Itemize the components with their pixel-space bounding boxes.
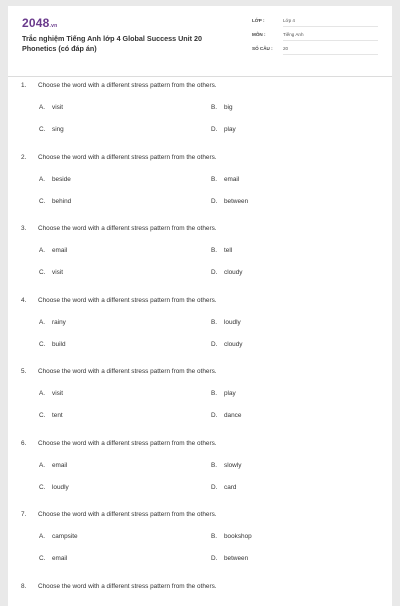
option-letter: B. <box>211 247 218 254</box>
answer-option[interactable] <box>211 269 242 276</box>
option-letter: C. <box>39 412 46 419</box>
meta-grade <box>252 16 378 28</box>
option-text: beside <box>52 175 71 183</box>
meta-subject-label: MÔN : <box>252 32 266 37</box>
option-text: visit <box>52 104 64 111</box>
option-letter: A. <box>39 318 46 326</box>
answer-option[interactable] <box>39 462 67 469</box>
option-letter: C. <box>39 483 46 491</box>
answer-option[interactable] <box>39 484 69 491</box>
option-text: slowly <box>224 461 242 469</box>
document-page <box>8 6 392 606</box>
question-stem <box>21 511 217 518</box>
option-text: card <box>224 483 237 491</box>
answer-option[interactable] <box>39 341 66 348</box>
option-letter: A. <box>39 247 46 254</box>
meta-count-value: 20 <box>283 46 378 55</box>
answer-option[interactable] <box>211 484 236 491</box>
option-letter: D. <box>211 555 218 562</box>
answer-option[interactable] <box>39 176 71 183</box>
answer-option[interactable] <box>39 247 67 254</box>
option-text: visit <box>52 390 64 397</box>
question-text: Choose the word with a different stress pattern from the others. <box>38 153 217 161</box>
answer-option[interactable] <box>211 319 241 326</box>
question-text: Choose the word with a different stress pattern from the others. <box>38 225 217 232</box>
question-number: 7. <box>21 511 27 518</box>
header-divider <box>8 76 392 77</box>
option-letter: C. <box>39 269 46 276</box>
option-letter: B. <box>211 175 218 183</box>
meta-count-label: SỐ CÂU : <box>252 46 273 51</box>
option-text: behind <box>52 197 72 205</box>
meta-subject <box>252 30 378 42</box>
answer-option[interactable] <box>39 390 63 397</box>
answer-option[interactable] <box>39 269 63 276</box>
option-letter: D. <box>211 197 218 205</box>
answer-option[interactable] <box>211 462 241 469</box>
question-text: Choose the word with a different stress pattern from the others. <box>38 439 217 447</box>
option-letter: D. <box>211 483 218 491</box>
option-text: campsite <box>52 533 78 540</box>
question-stem <box>21 440 217 447</box>
question-stem <box>21 583 217 590</box>
answer-option[interactable] <box>211 533 252 540</box>
meta-grade-label: LỚP : <box>252 18 265 23</box>
option-text: play <box>224 126 236 133</box>
option-text: between <box>224 555 249 562</box>
option-text: cloudy <box>224 269 243 276</box>
option-letter: A. <box>39 175 46 183</box>
answer-option[interactable] <box>211 104 233 111</box>
option-text: play <box>224 390 236 397</box>
logo-text: 2048 <box>22 16 50 30</box>
option-text: tell <box>224 247 233 254</box>
option-letter: C. <box>39 555 46 562</box>
question-number: 1. <box>21 82 27 89</box>
question-stem <box>21 297 217 304</box>
option-text: email <box>52 555 68 562</box>
document-header <box>8 6 392 74</box>
answer-option[interactable] <box>39 412 63 419</box>
option-letter: B. <box>211 318 218 326</box>
logo-suffix: .vn <box>49 23 58 29</box>
option-text: cloudy <box>224 340 243 348</box>
answer-option[interactable] <box>39 533 78 540</box>
option-letter: B. <box>211 104 218 111</box>
option-letter: D. <box>211 412 218 419</box>
option-text: sing <box>52 126 64 133</box>
option-text: email <box>52 461 68 469</box>
meta-count <box>252 44 378 56</box>
answer-option[interactable] <box>211 555 248 562</box>
answer-option[interactable] <box>211 247 232 254</box>
option-letter: D. <box>211 269 218 276</box>
option-text: visit <box>52 269 64 276</box>
option-text: dance <box>224 412 242 419</box>
question-number: 2. <box>21 153 27 161</box>
meta-grade-value: Lớp 4 <box>283 18 378 27</box>
option-letter: A. <box>39 461 46 469</box>
option-text: bookshop <box>224 533 252 540</box>
question-number: 5. <box>21 368 27 375</box>
option-text: rainy <box>52 318 66 326</box>
option-letter: A. <box>39 390 46 397</box>
option-letter: B. <box>211 533 218 540</box>
option-letter: A. <box>39 104 46 111</box>
answer-option[interactable] <box>211 198 248 205</box>
question-number: 3. <box>21 225 27 232</box>
option-text: loudly <box>52 483 69 491</box>
question-number: 4. <box>21 296 27 304</box>
answer-option[interactable] <box>211 126 236 133</box>
option-text: between <box>224 197 249 205</box>
answer-option[interactable] <box>39 198 71 205</box>
option-text: email <box>52 247 68 254</box>
option-letter: C. <box>39 197 46 205</box>
question-stem <box>21 368 217 375</box>
answer-option[interactable] <box>39 319 66 326</box>
question-text: Choose the word with a different stress pattern from the others. <box>38 82 217 89</box>
option-letter: A. <box>39 533 46 540</box>
option-letter: D. <box>211 340 218 348</box>
option-letter: D. <box>211 126 218 133</box>
answer-option[interactable] <box>211 341 242 348</box>
site-logo[interactable] <box>22 16 57 30</box>
question-stem <box>21 225 217 232</box>
answer-option[interactable] <box>39 104 63 111</box>
question-number: 8. <box>21 582 27 590</box>
option-letter: C. <box>39 340 46 348</box>
answer-option[interactable] <box>211 390 236 397</box>
question-number: 6. <box>21 439 27 447</box>
meta-subject-value: Tiếng Anh <box>283 32 378 41</box>
option-letter: B. <box>211 390 218 397</box>
answer-option[interactable] <box>39 126 64 133</box>
option-text: build <box>52 340 66 348</box>
question-stem <box>21 154 217 161</box>
page-title: Trắc nghiệm Tiếng Anh lớp 4 Global Success Unit 20 Phonetics (có đáp án) <box>22 34 203 53</box>
option-text: tent <box>52 412 63 419</box>
answer-option[interactable] <box>211 412 241 419</box>
question-text: Choose the word with a different stress pattern from the others. <box>38 368 217 375</box>
question-text: Choose the word with a different stress pattern from the others. <box>38 582 217 590</box>
option-letter: C. <box>39 126 46 133</box>
answer-option[interactable] <box>39 555 67 562</box>
option-text: email <box>224 175 240 183</box>
question-text: Choose the word with a different stress pattern from the others. <box>38 511 217 518</box>
option-text: loudly <box>224 318 241 326</box>
answer-option[interactable] <box>211 176 239 183</box>
option-letter: B. <box>211 461 218 469</box>
option-text: big <box>224 104 233 111</box>
question-text: Choose the word with a different stress pattern from the others. <box>38 296 217 304</box>
question-stem <box>21 82 217 89</box>
